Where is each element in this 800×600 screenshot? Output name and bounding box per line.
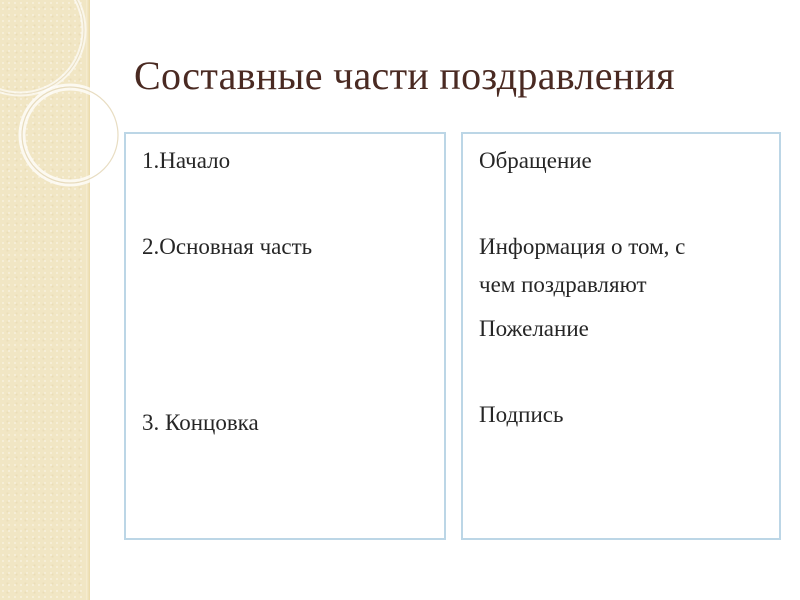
decorative-ring-top-outline bbox=[0, 0, 84, 94]
right-item-wish: Пожелание bbox=[479, 316, 589, 341]
right-item-address: Обращение bbox=[479, 148, 592, 173]
decorative-ring-top bbox=[0, 0, 84, 94]
left-item-beginning: 1.Начало bbox=[142, 148, 231, 173]
left-item-main-part: 2.Основная часть bbox=[142, 234, 313, 259]
left-panel bbox=[124, 132, 446, 540]
right-item-signature: Подпись bbox=[479, 402, 564, 427]
decorative-rings bbox=[0, 0, 140, 220]
right-item-info-line-2: чем поздравляют bbox=[479, 272, 647, 297]
right-item-info-line-1: Информация о том, с bbox=[479, 234, 686, 259]
left-item-ending: 3. Концовка bbox=[142, 410, 259, 435]
right-panel bbox=[461, 132, 781, 540]
slide-title: Составные части поздравления bbox=[134, 53, 675, 98]
decorative-ring-large-outline bbox=[22, 87, 118, 183]
